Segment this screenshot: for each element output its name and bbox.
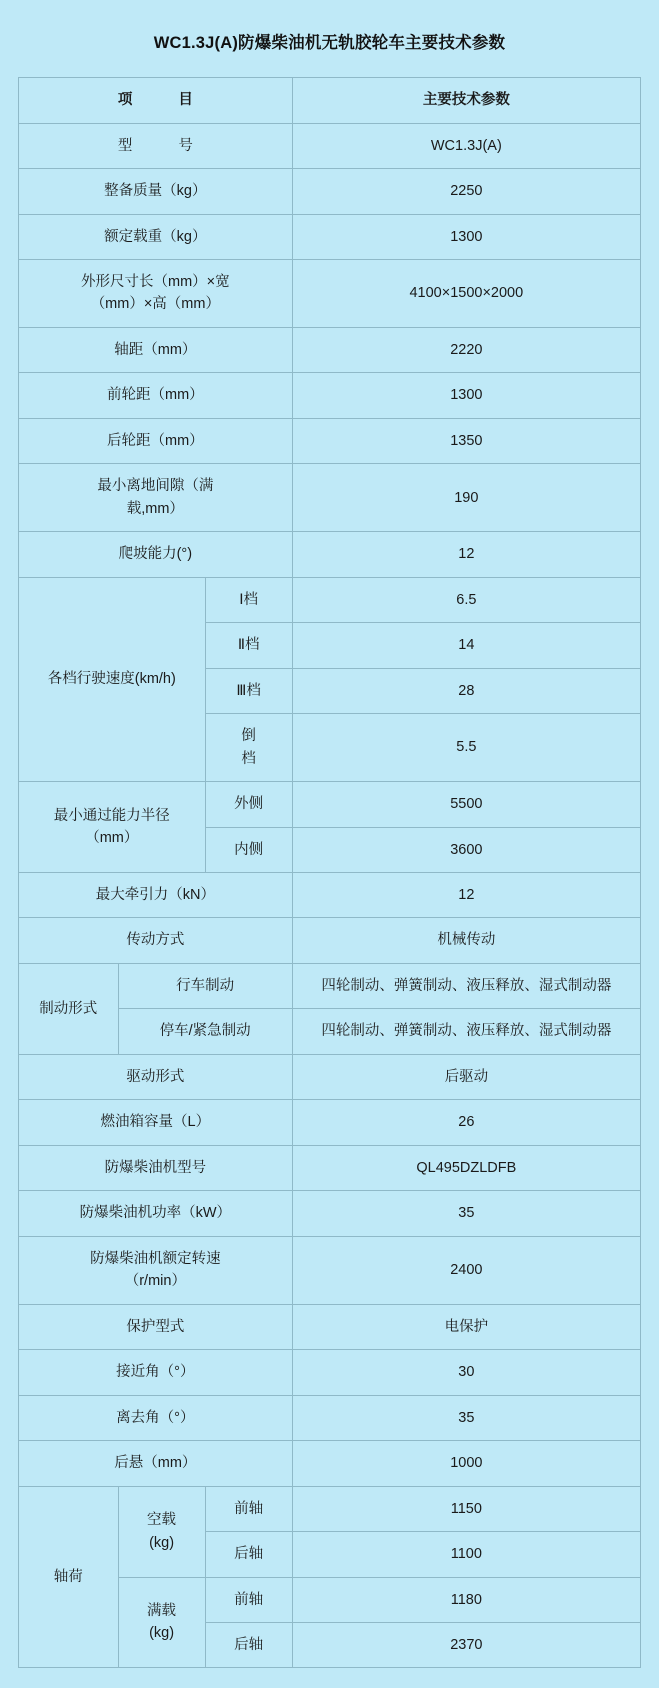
gear-name-3: Ⅲ档 (205, 668, 292, 713)
turning-radius-label-line1: 最小通过能力半径 (53, 807, 170, 824)
table-row (19, 1441, 641, 1486)
gear-name-1: Ⅰ档 (205, 577, 292, 622)
row-value-protection-type: 电保护 (292, 1304, 640, 1349)
header-item-left: 项 (117, 92, 133, 109)
ground-clearance-label-line1: 最小离地间隙（满 (97, 478, 214, 495)
row-label-gradeability: 爬坡能力(°) (19, 532, 293, 577)
table-row (19, 464, 641, 532)
row-label-rear-overhang: 后悬（mm） (19, 1441, 293, 1486)
row-label-axle-load: 轴荷 (19, 1486, 119, 1668)
table-row (19, 1191, 641, 1236)
row-value-fuel-tank: 26 (292, 1100, 640, 1145)
row-value-front-track: 1300 (292, 373, 640, 418)
axle-condition-empty-line2: (kg) (149, 1534, 175, 1551)
row-label-departure-angle: 离去角（°） (19, 1395, 293, 1440)
row-label-gear-speeds: 各档行驶速度(km/h) (19, 577, 206, 781)
axle-loaded-rear-label: 后轴 (205, 1622, 292, 1667)
row-label-brake-type: 制动形式 (19, 963, 119, 1054)
row-value-wheelbase: 2220 (292, 327, 640, 372)
row-value-engine-rated-speed: 2400 (292, 1236, 640, 1304)
table-row (19, 1486, 641, 1531)
header-item-cell (19, 78, 293, 123)
gear-value-2: 14 (292, 623, 640, 668)
row-label-ground-clearance (19, 464, 293, 532)
row-label-engine-model: 防爆柴油机型号 (19, 1145, 293, 1190)
brake-value-service: 四轮制动、弹簧制动、液压释放、湿式制动器 (292, 963, 640, 1008)
table-row (19, 782, 641, 827)
row-label-turning-radius (19, 782, 206, 873)
table-row (19, 1145, 641, 1190)
axle-empty-front-value: 1150 (292, 1486, 640, 1531)
table-row (19, 577, 641, 622)
gear-value-1: 6.5 (292, 577, 640, 622)
table-row (19, 873, 641, 918)
row-label-drive-type: 驱动形式 (19, 1054, 293, 1099)
row-label-wheelbase: 轴距（mm） (19, 327, 293, 372)
brake-name-service: 行车制动 (118, 963, 292, 1008)
model-label-right: 号 (178, 137, 193, 154)
turning-radius-value-outer: 5500 (292, 782, 640, 827)
row-value-engine-model: QL495DZLDFB (292, 1145, 640, 1190)
gear-name-reverse (205, 714, 292, 782)
table-row (19, 1100, 641, 1145)
table-row (19, 963, 641, 1008)
row-label-front-track: 前轮距（mm） (19, 373, 293, 418)
table-row (19, 418, 641, 463)
axle-condition-loaded (118, 1577, 205, 1668)
axle-loaded-front-value: 1180 (292, 1577, 640, 1622)
row-value-max-traction: 12 (292, 873, 640, 918)
row-value-ground-clearance: 190 (292, 464, 640, 532)
row-value-drive-type: 后驱动 (292, 1054, 640, 1099)
table-row (19, 373, 641, 418)
table-row (19, 1350, 641, 1395)
row-label-max-traction: 最大牵引力（kN） (19, 873, 293, 918)
axle-condition-loaded-line1: 满载 (147, 1603, 177, 1619)
brake-name-parking: 停车/紧急制动 (118, 1009, 292, 1054)
row-value-rated-load: 1300 (292, 214, 640, 259)
axle-condition-loaded-line2: (kg) (149, 1625, 175, 1642)
dimensions-label-line2: （mm）×高（mm） (90, 296, 220, 313)
row-value-dimensions: 4100×1500×2000 (292, 259, 640, 327)
row-label-transmission: 传动方式 (19, 918, 293, 963)
row-label-model (19, 123, 293, 168)
brake-value-parking: 四轮制动、弹簧制动、液压释放、湿式制动器 (292, 1009, 640, 1054)
gear-value-reverse: 5.5 (292, 714, 640, 782)
axle-empty-rear-value: 1100 (292, 1532, 640, 1577)
table-row (19, 918, 641, 963)
row-label-dimensions (19, 259, 293, 327)
axle-loaded-front-label: 前轴 (205, 1577, 292, 1622)
page-title: WC1.3J(A)防爆柴油机无轨胶轮车主要技术参数 (153, 34, 506, 52)
dimensions-label-line1: 外形尺寸长（mm）×宽 (81, 273, 230, 290)
table-row (19, 532, 641, 577)
table-row (19, 1054, 641, 1099)
specifications-table (18, 77, 641, 1668)
row-label-curb-weight: 整备质量（kg） (19, 169, 293, 214)
table-row (19, 214, 641, 259)
row-value-departure-angle: 35 (292, 1395, 640, 1440)
row-label-approach-angle: 接近角（°） (19, 1350, 293, 1395)
axle-empty-rear-label: 后轴 (205, 1532, 292, 1577)
axle-loaded-rear-value: 2370 (292, 1622, 640, 1667)
row-label-engine-power: 防爆柴油机功率（kW） (19, 1191, 293, 1236)
row-label-engine-rated-speed (19, 1236, 293, 1304)
turning-radius-name-outer: 外侧 (205, 782, 292, 827)
axle-condition-empty (118, 1486, 205, 1577)
row-value-curb-weight: 2250 (292, 169, 640, 214)
row-value-model: WC1.3J(A) (292, 123, 640, 168)
turning-radius-value-inner: 3600 (292, 827, 640, 872)
row-value-rear-overhang: 1000 (292, 1441, 640, 1486)
table-row (19, 1304, 641, 1349)
row-label-protection-type: 保护型式 (19, 1304, 293, 1349)
row-value-transmission: 机械传动 (292, 918, 640, 963)
axle-condition-empty-line1: 空载 (147, 1512, 177, 1529)
table-row (19, 123, 641, 168)
header-item-right: 目 (178, 92, 193, 109)
row-value-rear-track: 1350 (292, 418, 640, 463)
engine-rated-speed-line2: （r/min） (124, 1273, 186, 1290)
row-value-gradeability: 12 (292, 532, 640, 577)
gear-name-2: Ⅱ档 (205, 623, 292, 668)
header-value-cell: 主要技术参数 (292, 78, 640, 123)
axle-empty-front-label: 前轴 (205, 1486, 292, 1531)
gear-value-3: 28 (292, 668, 640, 713)
gear-reverse-line2: 档 (241, 750, 256, 767)
row-value-engine-power: 35 (292, 1191, 640, 1236)
table-row (19, 259, 641, 327)
table-row (19, 327, 641, 372)
model-label-left: 型 (117, 137, 133, 154)
turning-radius-name-inner: 内侧 (205, 827, 292, 872)
row-label-rear-track: 后轮距（mm） (19, 418, 293, 463)
engine-rated-speed-line1: 防爆柴油机额定转速 (90, 1250, 221, 1267)
row-value-approach-angle: 30 (292, 1350, 640, 1395)
table-header-row (19, 78, 641, 123)
turning-radius-label-line2: （mm） (85, 830, 139, 847)
table-row (19, 1236, 641, 1304)
table-row (19, 1395, 641, 1440)
row-label-rated-load: 额定载重（kg） (19, 214, 293, 259)
table-row (19, 169, 641, 214)
gear-reverse-line1: 倒 (241, 728, 256, 745)
row-label-fuel-tank: 燃油箱容量（L） (19, 1100, 293, 1145)
ground-clearance-label-line2: 载,mm） (126, 500, 184, 517)
